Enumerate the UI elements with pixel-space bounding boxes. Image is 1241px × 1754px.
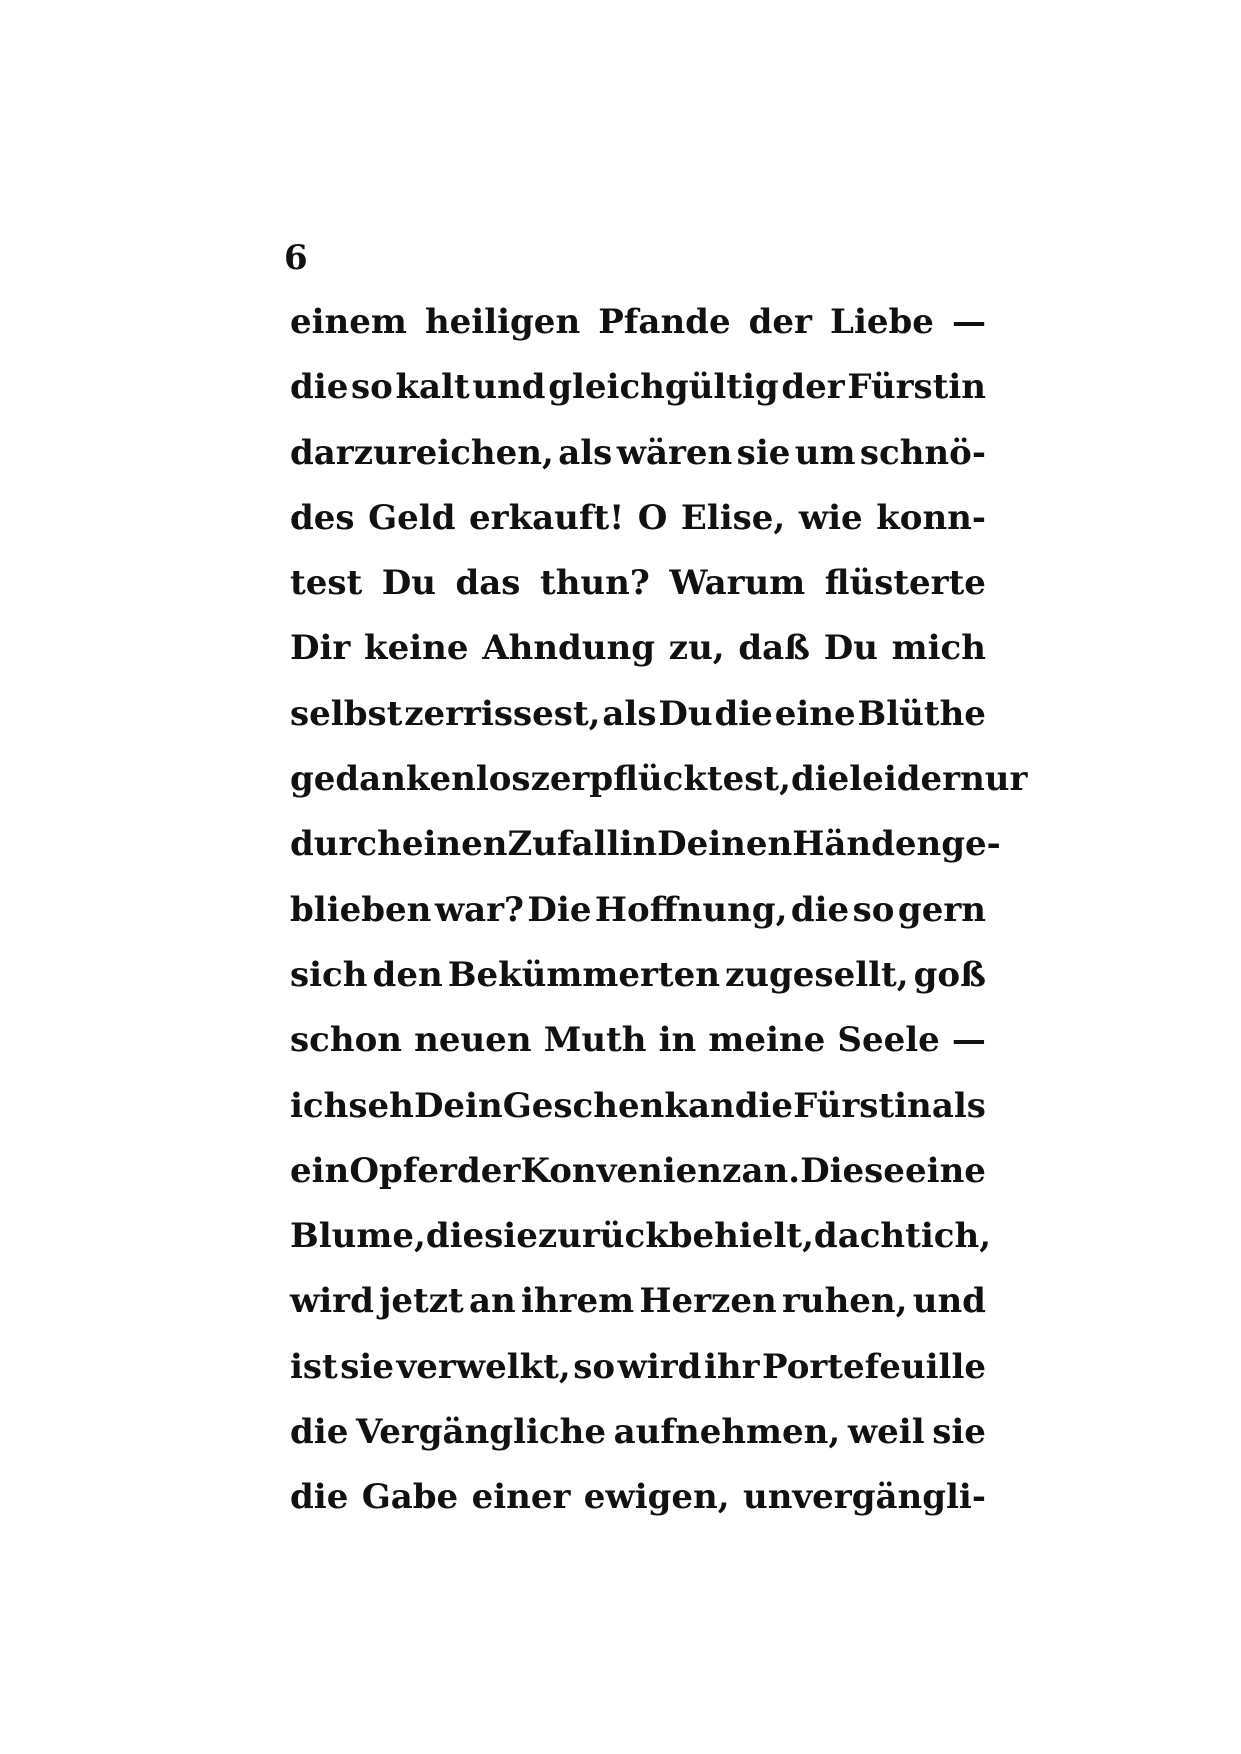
word: zurück [537, 1216, 669, 1257]
word: einem [290, 302, 407, 342]
page-number: 6 [284, 238, 308, 278]
word: thun? [540, 563, 650, 604]
word: Deinen [657, 824, 793, 865]
word: konn- [876, 497, 986, 538]
word: in [658, 1020, 697, 1061]
word: zerrissest, [404, 693, 601, 734]
word: schon [290, 1020, 402, 1061]
body-text [290, 302, 1028, 1543]
word: seh [348, 1085, 414, 1126]
word: durch [290, 824, 402, 865]
word: des [290, 497, 355, 538]
text-line [290, 563, 986, 628]
word: jetzt [379, 1281, 464, 1322]
word: sie [932, 1412, 986, 1453]
word: Warum [669, 563, 806, 604]
text-line [290, 1151, 986, 1216]
word: leider [849, 759, 961, 800]
text-line [290, 824, 1001, 889]
text-line [290, 433, 986, 498]
word: unvergängli- [742, 1477, 986, 1518]
word: blieben [290, 889, 432, 930]
word: Vergängliche [355, 1412, 606, 1453]
word: sich [290, 954, 368, 995]
word: flüsterte [824, 563, 986, 604]
word: Hoffnung, [594, 889, 788, 930]
word: Du [823, 628, 878, 669]
word: Dir [290, 628, 351, 669]
word: an [687, 1085, 735, 1126]
word: behielt, [668, 1216, 814, 1257]
text-line [290, 1086, 986, 1151]
word: keine [364, 628, 469, 669]
word: — [951, 302, 986, 342]
word: Blüthe [857, 693, 986, 734]
word: die [734, 1085, 794, 1126]
word: ge- [941, 824, 1001, 865]
word: ich [290, 1085, 349, 1126]
word: die [714, 693, 773, 734]
word: erkauft! [469, 497, 625, 538]
word: so [350, 367, 393, 408]
word: nur [960, 759, 1028, 800]
word: der [781, 367, 845, 408]
text-line [290, 890, 986, 955]
word: Bekümmerten [447, 954, 720, 995]
word: Gabe [361, 1477, 459, 1518]
word: wie [798, 497, 863, 538]
word: Muth [543, 1020, 647, 1061]
word: Du [658, 693, 713, 734]
word: Ahndung [482, 628, 656, 669]
word: Seele [837, 1020, 940, 1061]
word: darzureichen, [290, 432, 554, 473]
word: um [794, 432, 856, 473]
word: ihr [703, 1346, 760, 1387]
word: war? [434, 889, 524, 930]
word: Konvenienz [520, 1150, 742, 1191]
word: schnö- [859, 432, 986, 473]
text-line [290, 1477, 986, 1542]
word: und [912, 1281, 986, 1322]
word: weil [847, 1412, 925, 1453]
word: zugesellt, [725, 954, 909, 995]
word: dacht [813, 1216, 921, 1257]
word: mich [891, 628, 986, 669]
text-line [290, 1281, 986, 1346]
word: Fürstin [793, 1085, 932, 1126]
word: Pfande [598, 302, 731, 342]
word: so [573, 1346, 616, 1387]
word: an [469, 1281, 516, 1322]
word: ruhen, [781, 1281, 908, 1322]
text-line [290, 759, 1028, 824]
word: zerpflücktest, [530, 759, 791, 800]
word: gleichgültig [548, 367, 779, 408]
word: ist [290, 1346, 338, 1387]
word: aufnehmen, [613, 1412, 841, 1453]
text-line [290, 955, 986, 1020]
word: Die [527, 889, 592, 930]
word: Elise, [680, 497, 786, 538]
word: in [619, 824, 658, 865]
word: die [290, 367, 349, 408]
word: die [290, 1477, 349, 1518]
word: als [602, 693, 657, 734]
word: sie [484, 1216, 538, 1257]
word: einer [471, 1477, 571, 1518]
word: Dein [413, 1085, 503, 1126]
word: test [290, 563, 363, 604]
word: die [790, 889, 850, 930]
word: Du [381, 563, 436, 604]
word: an. [741, 1150, 801, 1191]
word: das [455, 563, 521, 604]
word: Geld [368, 497, 456, 538]
word: selbst [290, 693, 403, 734]
text-line [290, 1216, 992, 1281]
word: die [790, 759, 850, 800]
word: O [637, 497, 668, 538]
word: Liebe [830, 302, 934, 342]
word: Portefeuille [762, 1346, 986, 1387]
word: ich, [920, 1216, 992, 1257]
word: einen [401, 824, 508, 865]
word: Diese [800, 1150, 905, 1191]
word: kalt [395, 367, 470, 408]
word: die [290, 1412, 349, 1453]
word: der [457, 1150, 521, 1191]
word: Fürstin [847, 367, 986, 408]
word: wird [290, 1281, 374, 1322]
word: daß [738, 628, 810, 669]
text-line [290, 302, 986, 367]
word: den [372, 954, 443, 995]
word: — [951, 1020, 986, 1061]
word: meine [708, 1020, 826, 1061]
word: verwelkt, [396, 1346, 571, 1387]
word: eine [905, 1150, 986, 1191]
word: so [852, 889, 895, 930]
word: und [472, 367, 546, 408]
word: ewigen, [583, 1477, 730, 1518]
word: sie [340, 1346, 394, 1387]
word: neuen [414, 1020, 532, 1061]
word: wird [617, 1346, 702, 1387]
text-line [290, 1020, 986, 1085]
word: ein [290, 1150, 350, 1191]
word: eine [774, 693, 856, 734]
word: gern [897, 889, 986, 930]
word: als [931, 1085, 986, 1126]
word: Zufall [507, 824, 620, 865]
word: Geschenk [502, 1085, 688, 1126]
text-line [290, 367, 986, 432]
word: der [748, 302, 812, 342]
word: ihrem [520, 1281, 635, 1322]
word: goß [913, 954, 986, 995]
word: Herzen [639, 1281, 777, 1322]
word: als [558, 432, 613, 473]
text-line [290, 694, 986, 759]
text-line [290, 1347, 986, 1412]
word: sie [736, 432, 791, 473]
word: zu, [668, 628, 725, 669]
word: heiligen [424, 302, 581, 342]
word: Händen [792, 824, 942, 865]
text-line [290, 498, 986, 563]
word: wären [616, 432, 733, 473]
word: Opfer [349, 1150, 457, 1191]
text-line [290, 1412, 986, 1477]
word: die [425, 1216, 485, 1257]
text-line [290, 628, 986, 693]
word: Blume, [290, 1216, 426, 1257]
word: gedankenlos [290, 759, 531, 800]
